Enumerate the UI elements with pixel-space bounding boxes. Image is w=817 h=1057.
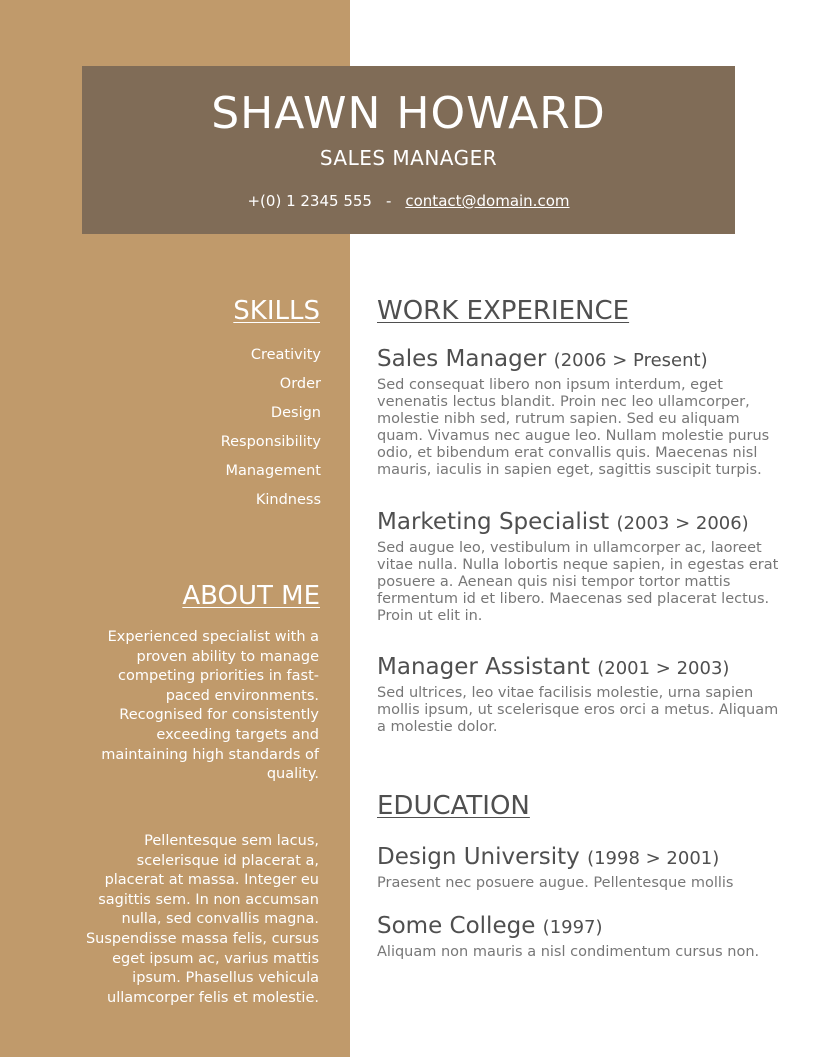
skill-item: Management — [225, 463, 321, 479]
about-paragraph-secondary: Pellentesque sem lacus, scelerisque id placerat a, placerat at massa. Integer eu sagittis sem. In non accumsan nulla, sed convallis magna. Suspendisse massa felis, cursus eget ipsum ac, varius mattis ipsum. Phasellus vehicula ullamcorper felis et molestie. — [85, 833, 319, 1006]
job-dates: (2006 > Present) — [553, 350, 708, 371]
about-paragraph: Experienced specialist with a proven ability to manage competing priorities in fast-paced environments. Recognised for consistently exceeding targets and maintaining high standards of quality. — [101, 629, 319, 783]
job-entry — [377, 508, 787, 625]
contact-line — [82, 192, 735, 210]
skill-item: Creativity — [250, 347, 321, 363]
email-link[interactable]: contact@domain.com — [405, 192, 570, 210]
about-heading: ABOUT ME — [182, 581, 320, 611]
education-description: Praesent nec posuere augue. Pellentesque mollis — [377, 875, 734, 891]
job-title: Sales Manager — [377, 346, 547, 372]
education-title: Design University — [377, 844, 580, 870]
education-title: Some College — [377, 913, 536, 939]
candidate-name: SHAWN HOWARD — [211, 88, 606, 139]
job-title: Manager Assistant — [377, 654, 590, 680]
education-description: Aliquam non mauris a nisl condimentum cursus non. — [377, 944, 760, 960]
skill-item: Responsibility — [220, 434, 321, 450]
skills-heading: SKILLS — [233, 296, 320, 326]
skill-item: Kindness — [255, 492, 321, 508]
skill-item: Design — [270, 405, 321, 421]
job-dates: (2001 > 2003) — [597, 658, 730, 679]
contact-separator: - — [385, 192, 392, 210]
education-entry — [377, 843, 787, 892]
skills-list — [221, 346, 321, 520]
education-heading: EDUCATION — [377, 791, 530, 821]
phone-number: +(0) 1 2345 555 — [247, 192, 372, 210]
education-entry — [377, 912, 787, 961]
skill-item: Order — [279, 376, 321, 392]
candidate-title: SALES MANAGER — [319, 146, 498, 170]
job-entry — [377, 345, 787, 479]
resume-header — [82, 66, 735, 234]
job-dates: (2003 > 2006) — [616, 513, 749, 534]
job-description: Sed augue leo, vestibulum in ullamcorper ac, laoreet vitae nulla. Nulla lobortis neque sapien, in egestas erat posuere a. Aenean quis nisi tempor tortor mattis fermentum id et libero. Maecenas sed placerat lectus. Proin ut elit in. — [377, 540, 779, 624]
education-dates: (1998 > 2001) — [587, 848, 720, 869]
education-dates: (1997) — [542, 917, 603, 938]
job-description: Sed consequat libero non ipsum interdum, eget venenatis lectus blandit. Proin nec leo ullamcorper, molestie nibh sed, rutrum sapien. Sed eu aliquam quam. Vivamus nec augue leo. Nullam molestie purus odio, et bibendum erat convallis quis. Maecenas nisl mauris, iaculis in sapien eget, sagittis suscipit turpis. — [377, 377, 770, 478]
job-entry — [377, 653, 787, 736]
work-experience-heading: WORK EXPERIENCE — [377, 296, 630, 326]
job-title: Marketing Specialist — [377, 509, 610, 535]
job-description: Sed ultrices, leo vitae facilisis molestie, urna sapien mollis ipsum, ut scelerisque eros orci a metus. Aliquam a molestie dolor. — [377, 685, 779, 735]
